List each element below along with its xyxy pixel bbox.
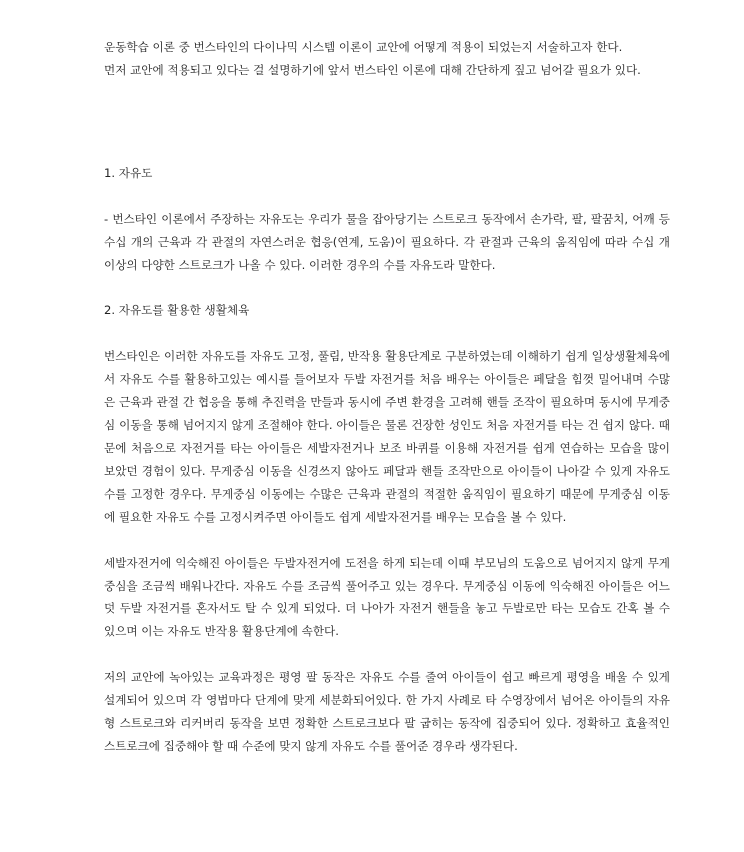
section-degrees-of-freedom <box>104 162 670 277</box>
section-heading: 2. 자유도를 활용한 생활체육 <box>104 303 250 318</box>
section-paragraph: 번스타인은 이러한 자유도를 자유도 고정, 풀림, 반작용 활용단계로 구분하였는데 이해하기 쉽게 일상생활체육에서 자유도 수를 활용하고있는 예시를 들어보자 두발 자전거를 처음 배우는 아이들은 페달을 힘껏 밀어내며 수많은 근육과 관절 간 협응을 통해 추진력을 만들과 동시에 주변 환경을 고려해 핸들 조작이 필요하며 동시에 무게중심 이동을 통해 넘어지지 않게 조절해야 한다. 아이들은 물론 건장한 성인도 처음 자전거를 타는 건 쉽지 않다. 때문에 처음으로 자전거를 타는 아이들은 세발자전거나 보조 바퀴를 이용해 자전거를 쉽게 연습하는 모습을 많이 보았던 경험이 있다. 무게중심 이동을 신경쓰지 않아도 페달과 핸들 조작만으로 아이들이 나아갈 수 있게 자유도수를 고정한 경우다. 무게중심 이동에는 수많은 근육과 관절의 적절한 움직임이 필요하기 때문에 무게중심 이동에 필요한 자유도 수를 고정시켜주면 아이들도 쉽게 세발자전거를 배우는 모습을 볼 수 있다. <box>104 349 670 524</box>
spacer <box>104 322 670 345</box>
section-applied-sports <box>104 299 670 757</box>
section-heading: 1. 자유도 <box>104 165 153 180</box>
intro-paragraph-1: 운동학습 이론 중 번스타인의 다이나믹 시스템 이론이 교안에 어떻게 적용이 되었는지 서술하고자 한다. <box>104 40 623 54</box>
spacer <box>104 529 670 552</box>
spacer <box>104 185 670 208</box>
section-paragraph: 세발자전거에 익숙해진 아이들은 두발자전거에 도전을 하게 되는데 이때 부모님의 도움으로 넘어지지 않게 무게중심을 조금씩 배워나간다. 자유도 수를 조금씩 풀어주고 있는 경우다. 무게중심 이동에 익숙해진 아이들은 어느덧 두발 자전거를 혼자서도 탈 수 있게 되었다. 더 나아가 자전거 핸들을 놓고 두발로만 타는 모습도 간혹 볼 수 있으며 이는 자유도 반작용 활용단계에 속한다. <box>104 555 670 639</box>
spacer <box>104 82 670 162</box>
document-page <box>104 36 670 758</box>
spacer <box>104 276 670 299</box>
section-paragraph: - 번스타인 이론에서 주장하는 자유도는 우리가 물을 잡아당기는 스트로크 동작에서 손가락, 팔, 팔꿈치, 어깨 등 수십 개의 근육과 각 관절의 자연스러운 협응(연계, 도움)이 필요하다. 각 관절과 근육의 움직임에 따라 수십 개 이상의 다양한 스트로크가 나올 수 있다. 이러한 경우의 수를 자유도라 말한다. <box>104 211 670 272</box>
intro-paragraph-2: 먼저 교안에 적용되고 있다는 걸 설명하기에 앞서 번스타인 이론에 대해 간단하게 짚고 넘어갈 필요가 있다. <box>104 62 641 77</box>
spacer <box>104 643 670 666</box>
section-paragraph: 저의 교안에 녹아있는 교육과정은 평영 팔 동작은 자유도 수를 줄여 아이들이 쉽고 빠르게 평영을 배울 수 있게 설계되어 있으며 각 영법마다 단계에 맞게 세분화되어있다. 한 가지 사례로 타 수영장에서 넘어온 아이들의 자유형 스트로크와 리커버리 동작을 보면 정확한 스트로크보다 팔 굽히는 동작에 집중되어 있다. 정확하고 효율적인 스트로크에 집중해야 할 때 수준에 맞지 않게 자유도 수를 풀어준 경우라 생각된다. <box>104 670 670 753</box>
